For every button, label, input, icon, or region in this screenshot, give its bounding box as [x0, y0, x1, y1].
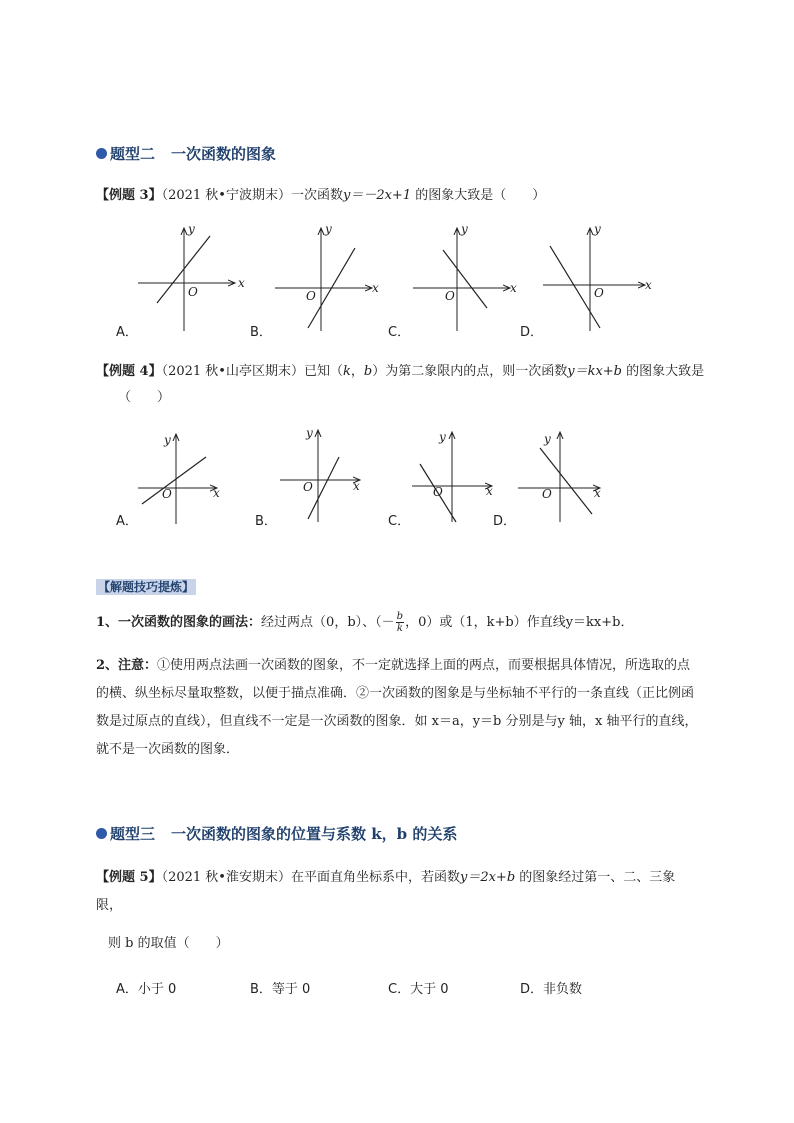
origin-label: O [445, 289, 455, 303]
origin-label: O [162, 487, 172, 501]
graph-c [412, 430, 493, 522]
option-label-b: B． [250, 325, 272, 340]
option-label-a: A． [116, 325, 138, 340]
example-5-question: 则 b 的取值（ ） [108, 936, 229, 951]
section-title: 一次函数的图象的位置与系数 k，b 的关系 [171, 825, 458, 843]
tip-item-1 [96, 611, 633, 634]
example-tag: 【例题 5】 [96, 870, 162, 885]
axis-y-label: y [439, 430, 446, 444]
var-k: k [342, 364, 351, 379]
option-label-a: A． [116, 514, 138, 529]
axis-y-label: y [594, 222, 601, 236]
comma: ， [350, 364, 364, 379]
axis-y-label: y [544, 432, 551, 446]
origin-label: O [594, 286, 604, 300]
graph-d [518, 432, 601, 522]
function-line [540, 448, 592, 514]
option-d: D．非负数 [520, 982, 583, 997]
graph-b [275, 222, 379, 331]
option-label-b: B． [255, 514, 277, 529]
section-title: 一次函数的图象 [171, 145, 277, 163]
bullet-dot-icon [96, 828, 107, 839]
stem-text: 的图象大致是（ ） [415, 188, 546, 203]
origin-label: O [306, 289, 316, 303]
axis-x-label: x [213, 486, 220, 500]
example-source: （2021 秋•山亭区期末） [161, 364, 304, 379]
example-4-graphs [110, 422, 610, 527]
section-heading-3 [96, 823, 457, 844]
fraction-numerator: b [396, 611, 404, 622]
tip-lead: 2、注意： [96, 658, 158, 673]
tip-text: 经过两点（0，b）、（ [261, 615, 382, 630]
section-label: 题型二 [110, 145, 156, 163]
option-c: C．大于 0 [388, 982, 449, 997]
bullet-dot-icon [96, 148, 107, 159]
origin-label: O [188, 285, 198, 299]
stem-text: 的图象大致是 [626, 364, 705, 379]
option-a: A．小于 0 [116, 982, 177, 997]
option-label-d: D． [520, 325, 544, 340]
axis-x-label: x [238, 276, 245, 290]
fraction-denominator: k [396, 623, 403, 634]
graph-c [413, 222, 517, 331]
graph-a [138, 222, 245, 331]
stem-text: ）为第二象限内的点，则一次函数 [372, 364, 568, 379]
axis-x-label: x [645, 278, 652, 292]
axis-y-label: y [306, 426, 313, 440]
origin-label: O [303, 480, 313, 494]
axis-x-label: x [510, 281, 517, 295]
minus-sign: － [381, 615, 395, 630]
example-5-stem [96, 869, 675, 887]
option-label-c: C． [388, 325, 411, 340]
equation: y＝－2x+1 [342, 188, 412, 203]
function-line [550, 246, 600, 328]
example-3-stem [96, 187, 545, 205]
section-label: 题型三 [110, 825, 156, 843]
section-heading-2 [96, 143, 276, 164]
fraction [396, 611, 404, 634]
example-tag: 【例题 3】 [96, 188, 162, 203]
tip-text: ，0）或（1，k+b）作直线y＝kx+b． [405, 615, 634, 630]
equation: y＝kx+b [567, 364, 623, 379]
stem-text: 在平面直角坐标系中，若函数 [290, 870, 460, 885]
answer-paren: （ ） [118, 390, 171, 405]
var-b: b [363, 364, 373, 379]
example-source: （2021 秋•宁波期末） [161, 188, 291, 203]
tip-text: ①使用两点法画一次函数的图象，不一定就选择上面的两点，而要根据具体情况，所选取的点的横、纵坐标尽量取整数，以便于描点准确．②一次函数的图象是与坐标轴不平行的一条直线（正比例函数是过原点的直线），但直线不一定是一次函数的图象．如 x＝a，y＝b 分别是与y 轴，x 轴平行的直线，就不是一次函数的图象． [96, 658, 698, 757]
function-line [142, 457, 206, 504]
graph-a [138, 433, 220, 524]
origin-label: O [433, 485, 443, 499]
origin-label: O [542, 487, 552, 501]
equation: y＝2x+b [459, 870, 516, 885]
example-4-stem [96, 363, 704, 381]
axis-y-label: y [188, 222, 195, 236]
tips-label-wrap [96, 576, 196, 595]
graph-b [280, 426, 360, 522]
option-label-d: D． [493, 514, 517, 529]
example-source: （2021 秋•淮安期末） [161, 870, 291, 885]
stem-text: 一次函数 [290, 188, 343, 203]
stem-text: 的图象经过第一、二、三象 [519, 870, 676, 885]
axis-x-label: x [594, 486, 601, 500]
tip-item-2 [96, 652, 700, 764]
axis-y-label: y [325, 222, 332, 236]
example-tag: 【例题 4】 [96, 364, 162, 379]
example-5-stem-cont: 限， [96, 898, 123, 913]
tip-lead: 1、一次函数的图象的画法： [96, 615, 262, 630]
option-b: B．等于 0 [250, 982, 311, 997]
axis-x-label: x [353, 479, 360, 493]
graph-d [543, 222, 652, 331]
axis-x-label: x [372, 281, 379, 295]
axis-y-label: y [164, 433, 171, 447]
axis-y-label: y [461, 222, 468, 236]
stem-text: 已知（ [303, 364, 343, 379]
tips-label: 【解题技巧提炼】 [98, 580, 195, 594]
axis-x-label: x [486, 484, 493, 498]
option-label-c: C． [388, 514, 411, 529]
